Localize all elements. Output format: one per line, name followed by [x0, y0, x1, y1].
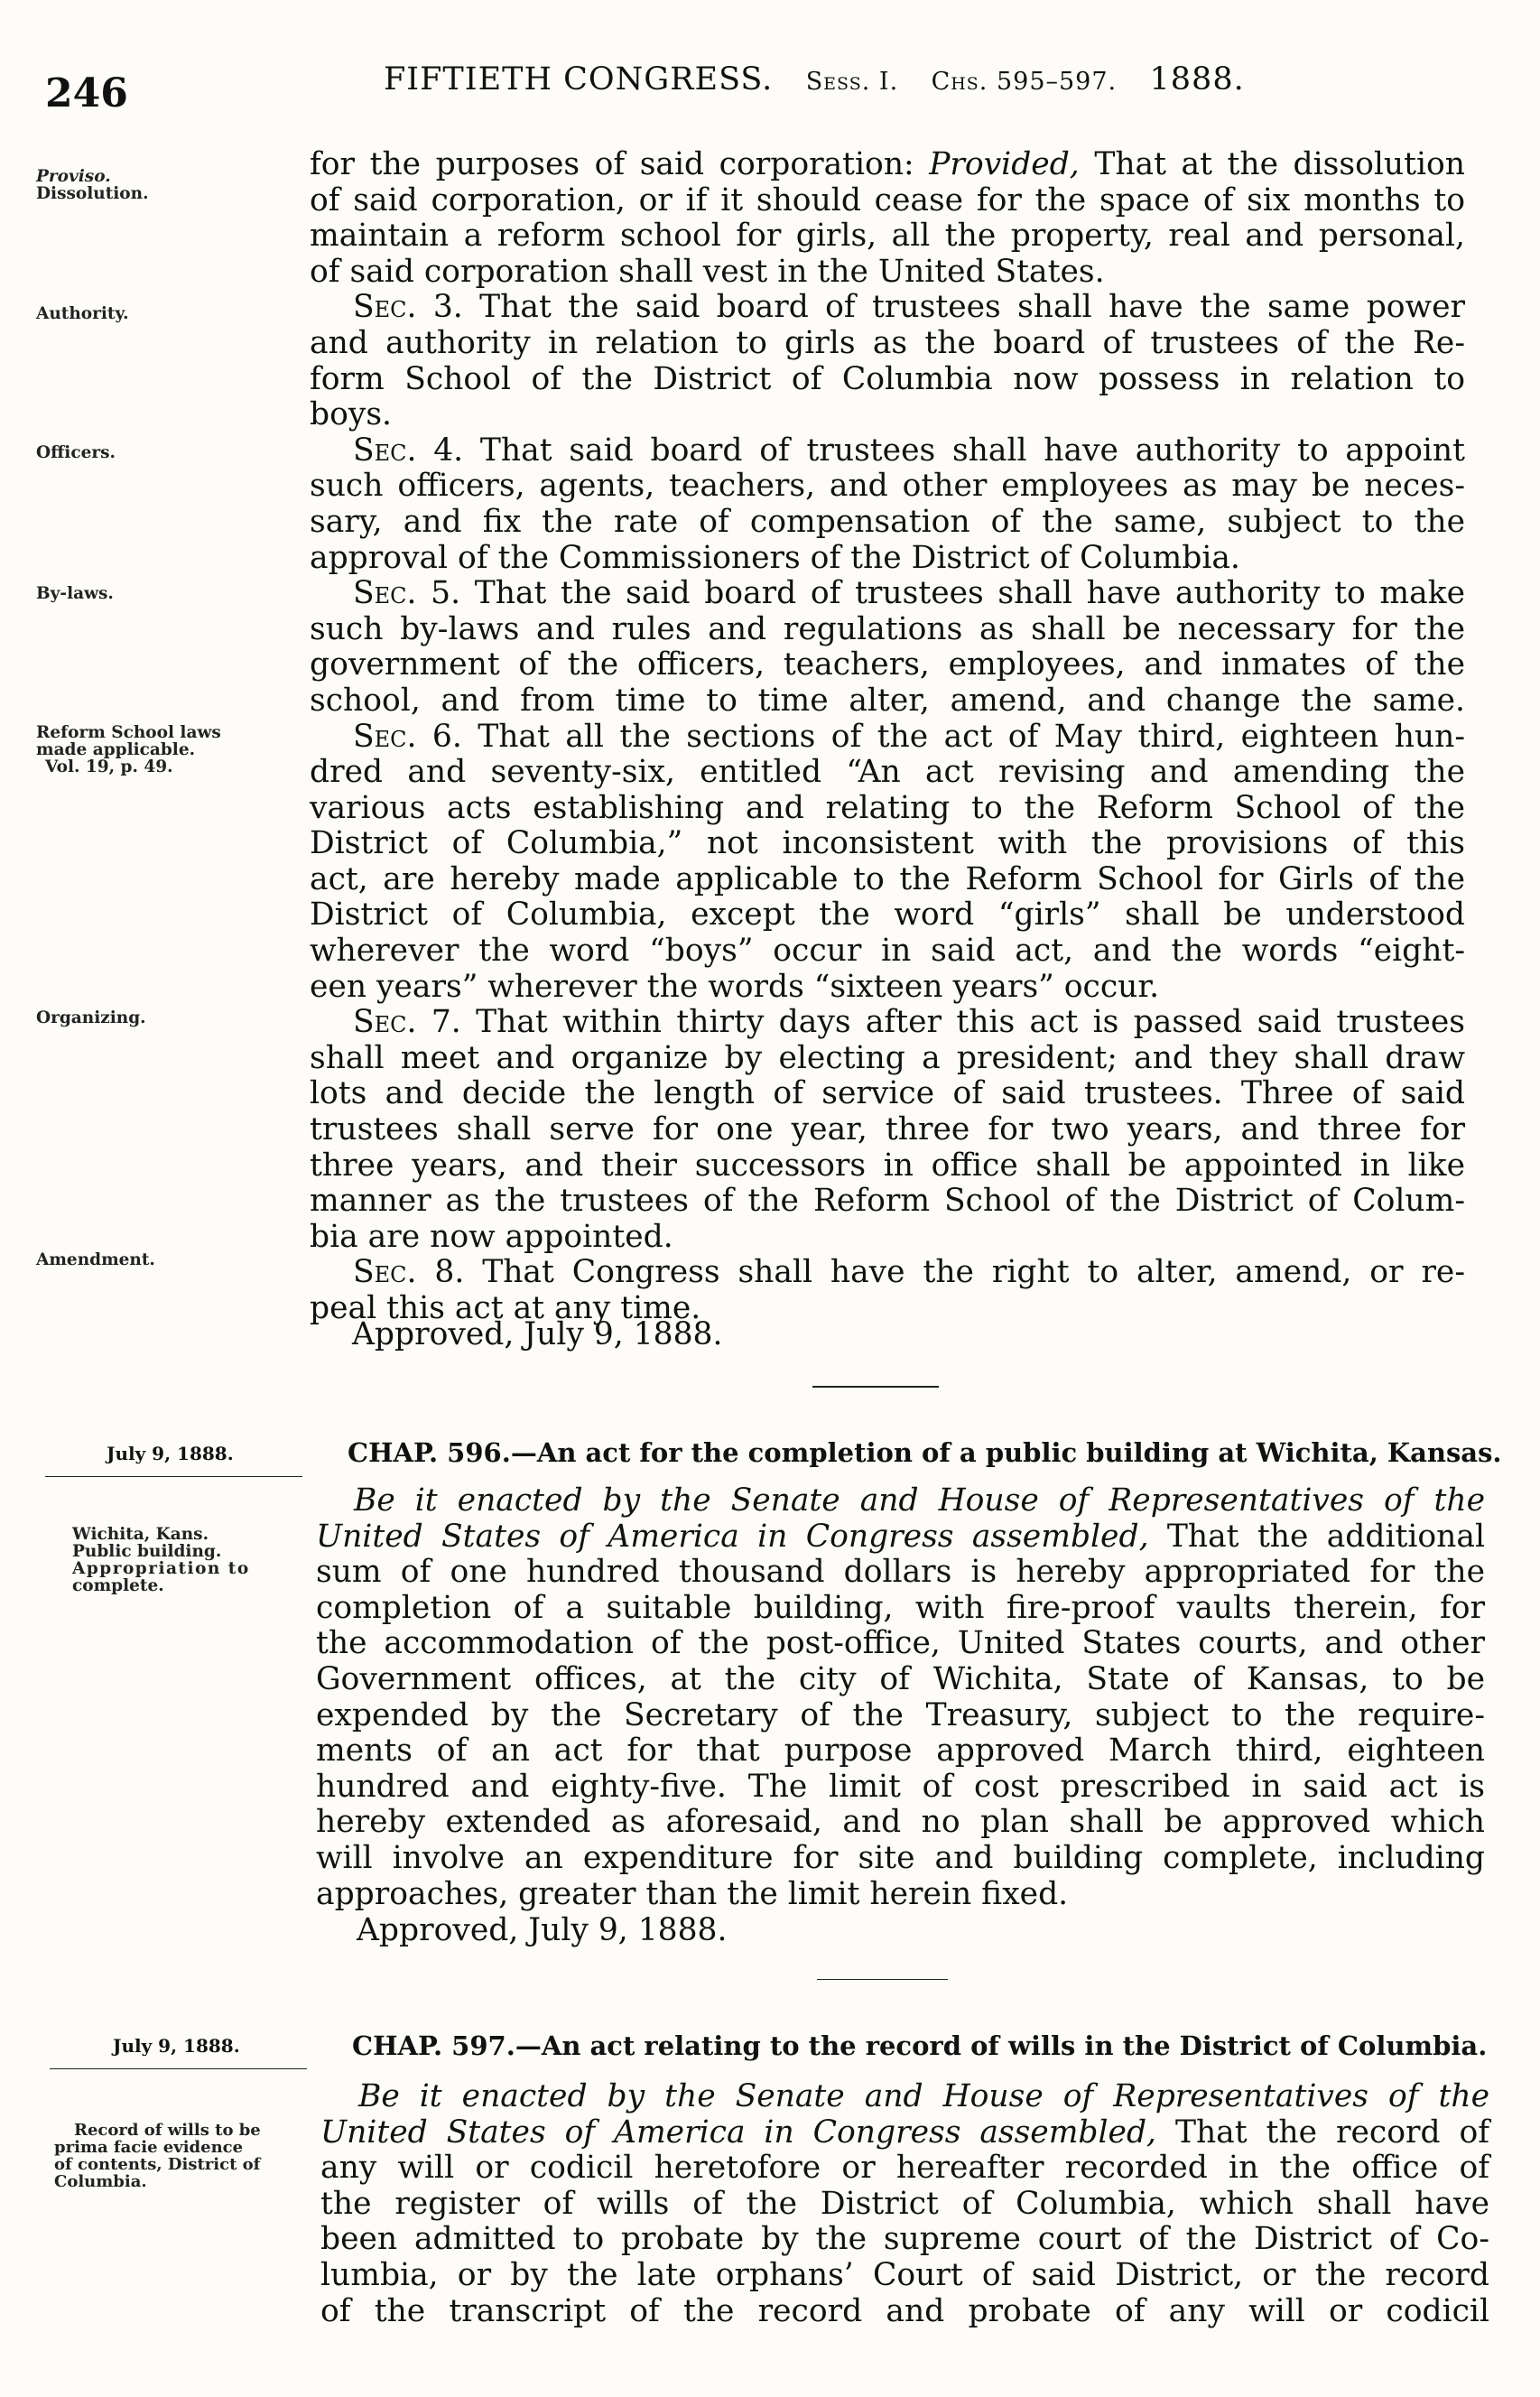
text-line: three years, and their successors in office shall be appointed in like [310, 1147, 1465, 1184]
chapter-596-heading: CHAP. 596.—An act for the completion of a public building at Wichita, Kansas. [348, 1437, 1502, 1468]
text-line: een years” wherever the words “sixteen years” occur. [310, 968, 1160, 1005]
text-line: act, are hereby made applicable to the Reform School for Girls of the [310, 860, 1465, 897]
text-line: maintain a reform school for girls, all the property, real and personal, [310, 218, 1465, 255]
margin-note-wills: Record of wills to be prima facie evidence of contents, District of Columbia. [54, 2121, 261, 2191]
margin-date-597: July 9, 1888. [113, 2035, 240, 2057]
text-line: of said corporation, or if it should cease for the space of six months to [310, 181, 1465, 218]
section-5: Sec. 5. That the said board of trustees shall have authority to make [353, 575, 1466, 612]
section-7: Sec. 7. That within thirty days after this act is passed said trustees [353, 1004, 1466, 1041]
text-line: wherever the word “boys” occur in said act, and the words “eight- [310, 933, 1465, 970]
text-line: District of Columbia,” not inconsistent with the provisions of this [310, 825, 1465, 862]
text-line: trustees shall serve for one year, three for two years, and three for [310, 1111, 1465, 1148]
margin-note-bylaws: By-laws. [36, 584, 114, 603]
text-line: approval of the Commissioners of the District of Columbia. [310, 539, 1240, 576]
margin-note-amendment: Amendment. [36, 1250, 155, 1269]
text-line: manner as the trustees of the Reform School of the District of Colum- [310, 1183, 1465, 1220]
chapter-597-text: Be it enacted by the Senate and House of Representatives of the United States of America in Congress assembled, That the record of any will or codicil heretofore or hereafter recorded in the office of the register of wills of the District of Columbia, which shall have been admitted to probate by the supreme court of the District of Co- lumbia, or by the late orphans’ Court of said District, or the record of the transcript of the record and probate of any will or codicil [320, 2078, 1489, 2329]
approved-596: Approved, July 9, 1888. [357, 1912, 728, 1948]
margin-note-authority: Authority. [36, 304, 129, 323]
text-line: District of Columbia, except the word “girls” shall be understood [310, 897, 1465, 934]
text-line: bia are now appointed. [310, 1218, 673, 1255]
text-line: shall meet and organize by electing a president; and they shall draw [310, 1039, 1465, 1076]
text-line: government of the officers, teachers, employees, and inmates of the [310, 646, 1465, 683]
margin-note-reform-school: Reform School laws made applicable. Vol. 19, p. 49. [36, 723, 221, 776]
running-head [384, 61, 1245, 98]
margin-rule [45, 1476, 302, 1477]
section-divider [812, 1386, 939, 1388]
text-line: school, and from time to time alter, amend, and change the same. [310, 682, 1465, 719]
text-line: such officers, agents, teachers, and other employees as may be neces- [310, 468, 1465, 505]
margin-note-proviso: Proviso. Dissolution. [36, 167, 149, 203]
margin-note-officers: Officers. [36, 443, 116, 462]
text-line: boys. [310, 396, 393, 433]
running-head-session: Sess. I. [805, 68, 899, 96]
approved-595: Approved, July 9, 1888. [352, 1316, 723, 1352]
section-3: Sec. 3. That the said board of trustees shall have the same power [353, 289, 1466, 326]
margin-rule [50, 2068, 307, 2069]
page-number: 246 [45, 70, 128, 116]
running-head-year: 1888. [1149, 61, 1245, 98]
text-line: dred and seventy-six, entitled “An act revising and amending the [310, 754, 1465, 791]
text-line: form School of the District of Columbia now possess in relation to [310, 360, 1465, 397]
margin-note-organizing: Organizing. [36, 1008, 146, 1027]
running-head-chapters: Chs. 595–597. [931, 68, 1118, 96]
text-line: peal this act at any time. [310, 1290, 701, 1326]
text-line: various acts establishing and relating to the Reform School of the [310, 789, 1465, 826]
text-line: sary, and fix the rate of compensation of the same, subject to the [310, 503, 1465, 540]
margin-note-wichita: Wichita, Kans. Public building. Appropriation to complete. [72, 1525, 250, 1595]
text-line: such by-laws and rules and regulations as shall be necessary for the [310, 610, 1465, 647]
section-6: Sec. 6. That all the sections of the act of May third, eighteen hun- [353, 718, 1466, 755]
section-divider [817, 1979, 948, 1980]
section-8: Sec. 8. That Congress shall have the right to alter, amend, or re- [353, 1254, 1466, 1291]
chapter-596-text: Be it enacted by the Senate and House of Representatives of the United States of America in Congress assembled, That the additional sum of one hundred thousand dollars is hereby appropriated for the completion of a suitable building, with fire-proof vaults therein, for the accommodation of the post-office, United States courts, and other Government offices, at the city of Wichita, State of Kansas, to be expended by the Secretary of the Treasury, subject to the require- ments of an act for that purpose approved March third, eighteen hundred and eighty-five. The limit of cost prescribed in said act is hereby extended as aforesaid, and no plan shall be approved which will involve an expenditure for site and building complete, including approaches, greater than the limit herein fixed. [316, 1482, 1485, 1912]
section-4: Sec. 4. That said board of trustees shall have authority to appoint [353, 432, 1465, 469]
chapter-595-text [310, 147, 1465, 1327]
running-head-title: FIFTIETH CONGRESS. [384, 61, 774, 98]
text-line: of said corporation shall vest in the United States. [310, 253, 1105, 290]
text-line: for the purposes of said corporation: Provided, That at the dissolution [310, 146, 1465, 182]
chapter-597-heading: CHAP. 597.—An act relating to the record of wills in the District of Columbia. [352, 2030, 1488, 2061]
text-line: and authority in relation to girls as the board of trustees of the Re- [310, 324, 1465, 361]
margin-date-596: July 9, 1888. [107, 1443, 234, 1464]
text-line: lots and decide the length of service of said trustees. Three of said [310, 1075, 1465, 1112]
